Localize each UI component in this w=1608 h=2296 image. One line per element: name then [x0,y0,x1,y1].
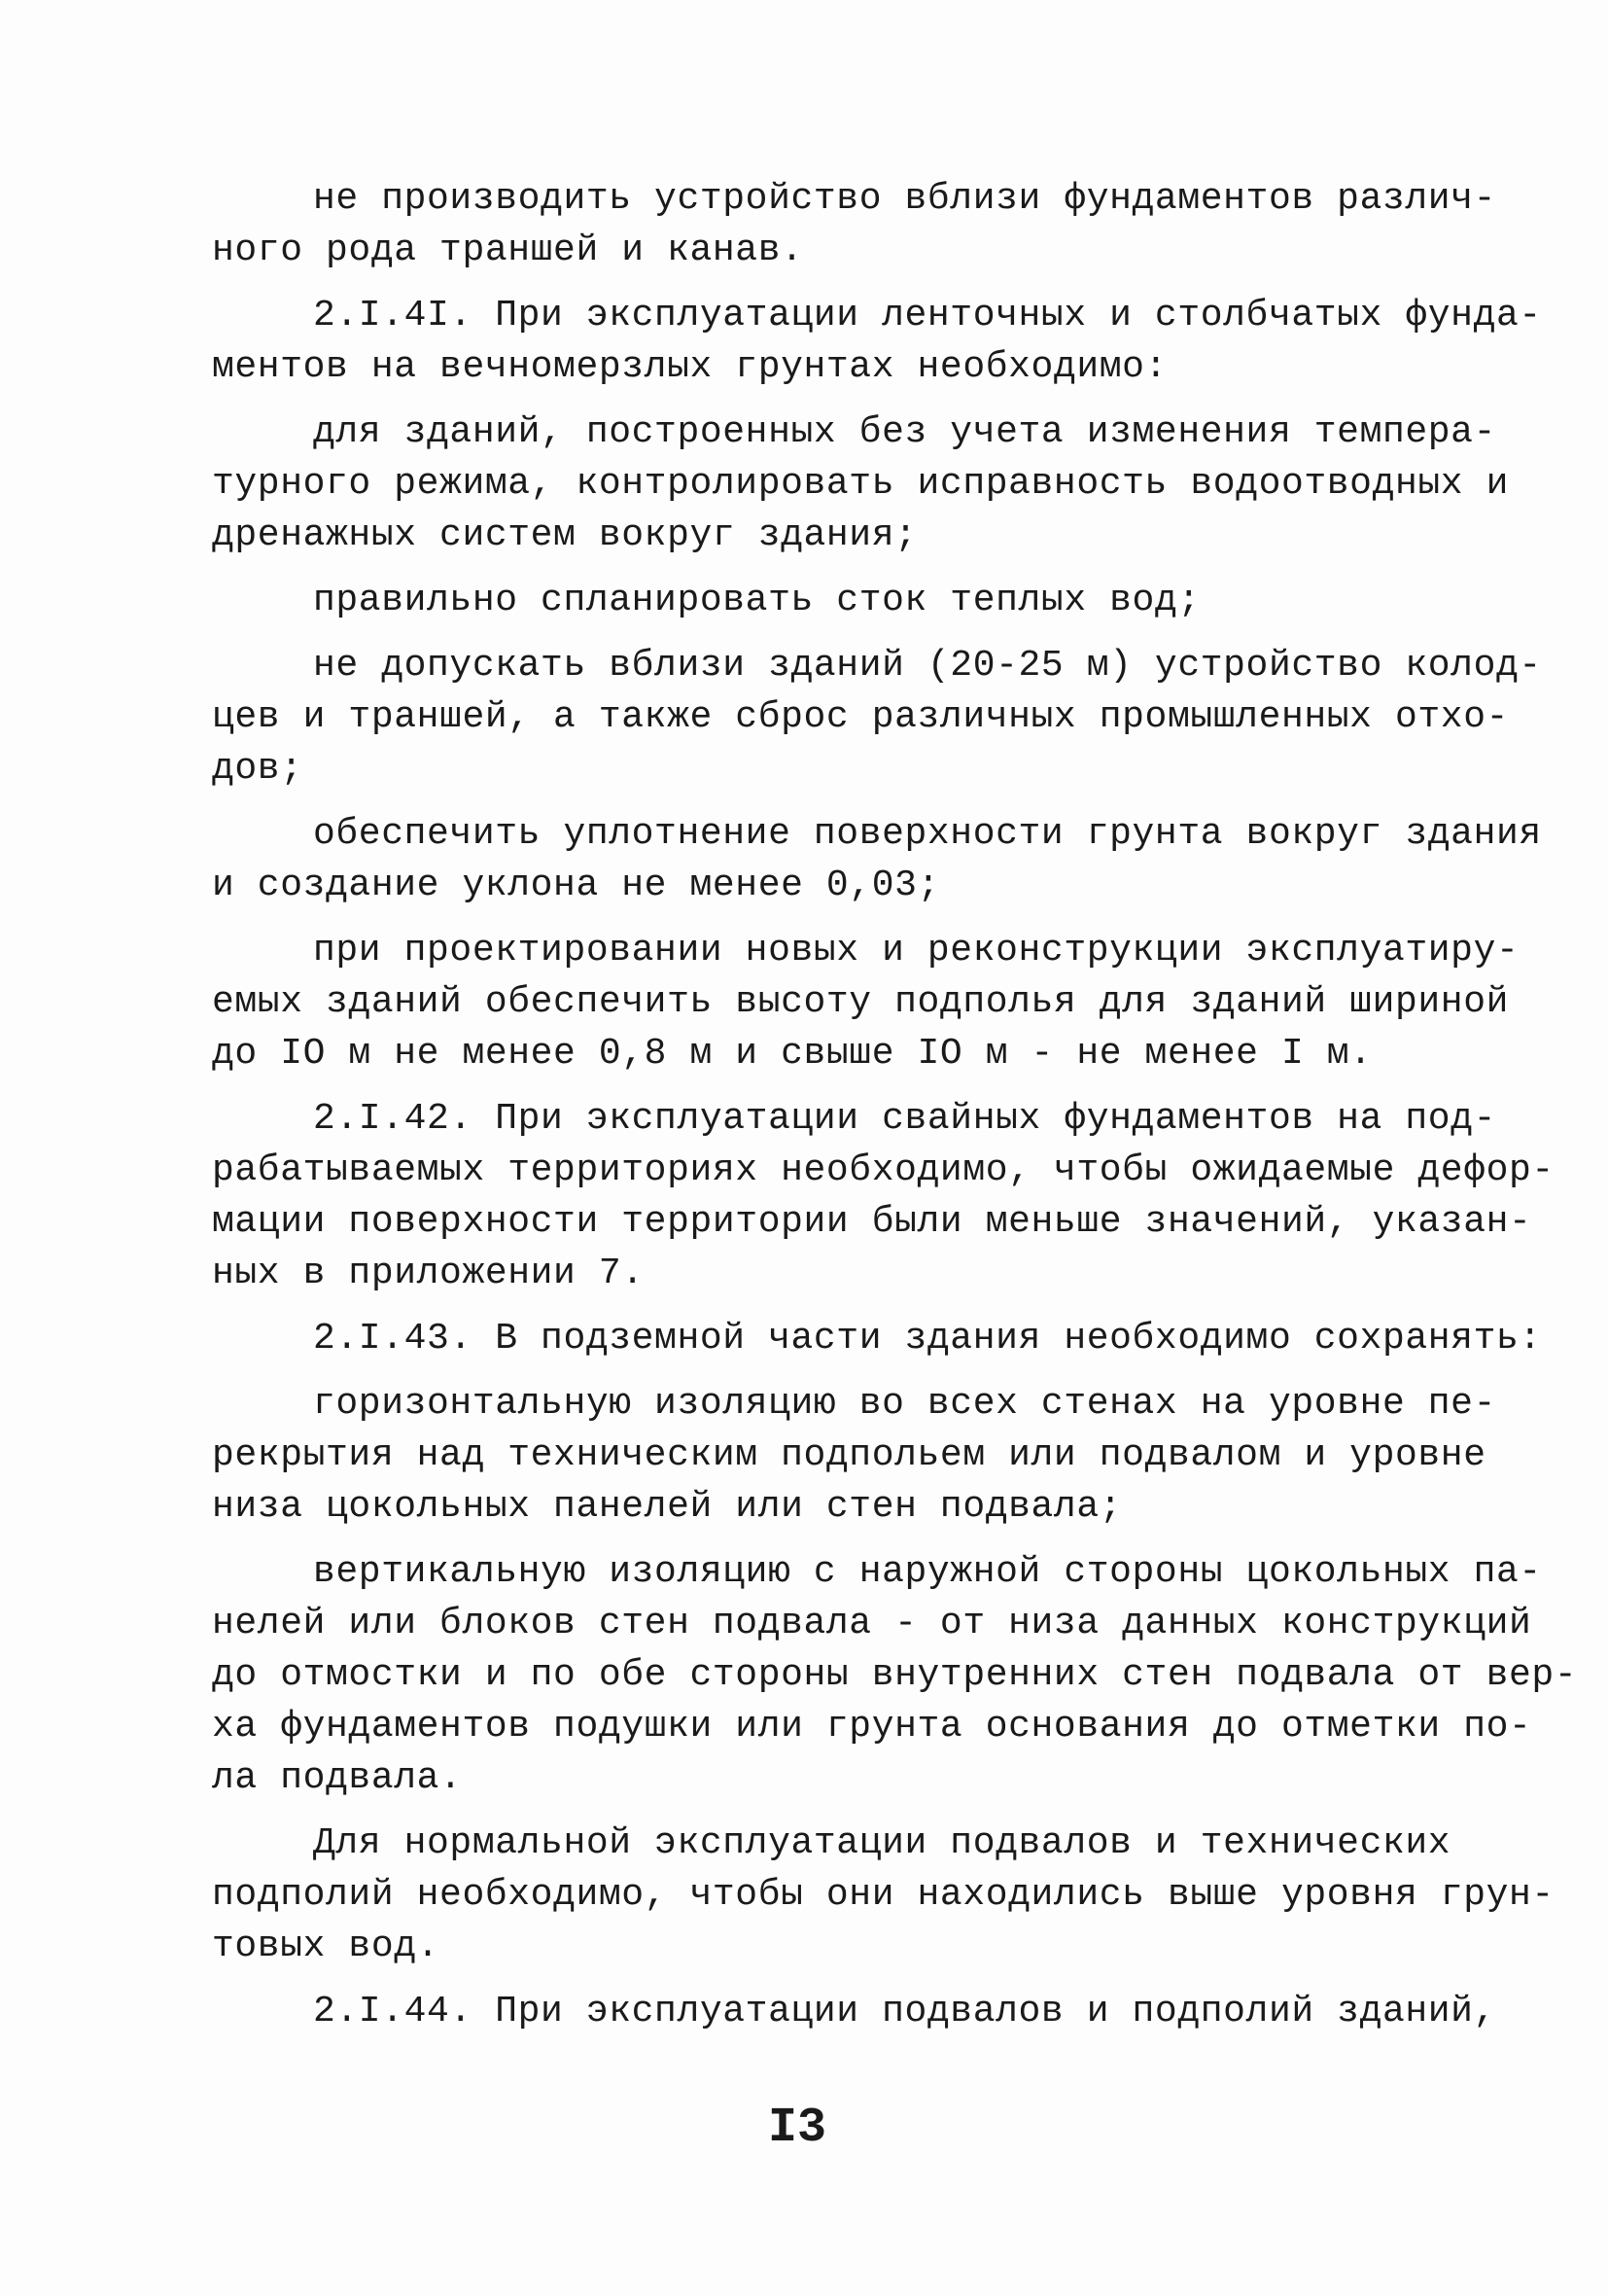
text-line: не допускать вблизи зданий (20-25 м) устройство колод- [313,645,1542,687]
text-line: для зданий, построенных без учета изменения темпера- [313,411,1496,453]
text-line: ных в приложении 7. [212,1253,645,1294]
text-line: до отмостки и по обе стороны внутренних стен подвала от вер- [212,1654,1578,1696]
text-line: рабатываемых территориях необходимо, чтобы ожидаемые дефор- [212,1149,1555,1191]
text-line: вертикальную изоляцию с наружной стороны цокольных па- [313,1551,1542,1593]
paragraph-start-2-1-42: 2.I.42. При эксплуатации свайных фундаментов на под- [313,1098,1496,1140]
text-line: нелей или блоков стен подвала - от низа данных конструкций [212,1603,1532,1644]
text-line: мации поверхности территории были меньше значений, указан- [212,1201,1532,1243]
text-line: ного рода траншей и канав. [212,230,804,271]
paragraph-start-2-1-41: 2.I.4I. При эксплуатации ленточных и столбчатых фунда- [313,295,1542,336]
text-line: Для нормальной эксплуатации подвалов и технических [313,1822,1451,1864]
text-line: дов; [212,748,303,790]
text-line: турного режима, контролировать исправность водоотводных и [212,463,1510,505]
text-line: емых зданий обеспечить высоту подполья для зданий шириной [212,981,1510,1023]
text-line: низа цокольных панелей или стен подвала; [212,1486,1123,1528]
paragraph-start-2-1-44: 2.I.44. При эксплуатации подвалов и подполий зданий, [313,1991,1496,2032]
page-number: I3 [768,2101,827,2156]
paragraph-start-2-1-43: 2.I.43. В подземной части здания необходимо сохранять: [313,1318,1542,1360]
text-line: ха фундаментов подушки или грунта основания до отметки по- [212,1706,1532,1748]
text-line: подполий необходимо, чтобы они находились выше уровня грун- [212,1874,1555,1916]
text-line: ла подвала. [212,1757,463,1799]
text-line: не производить устройство вблизи фундаментов различ- [313,178,1496,220]
text-line: при проектировании новых и реконструкции эксплуатиру- [313,930,1520,971]
text-line: ментов на вечномерзлых грунтах необходимо: [212,346,1168,388]
text-line: цев и траншей, а также сброс различных промышленных отхо- [212,696,1510,738]
text-line: рекрытия над техническим подпольем или подвалом и уровне [212,1434,1486,1476]
text-line: до IO м не менее 0,8 м и свыше IO м - не менее I м. [212,1033,1373,1075]
text-line: дренажных систем вокруг здания; [212,514,918,556]
text-line: обеспечить уплотнение поверхности грунта вокруг здания [313,813,1542,855]
text-line: горизонтальную изоляцию во всех стенах на уровне пе- [313,1383,1496,1425]
text-line: и создание уклона не менее 0,03; [212,865,940,906]
text-line: правильно спланировать сток теплых вод; [313,580,1201,621]
text-line: товых вод. [212,1925,440,1967]
